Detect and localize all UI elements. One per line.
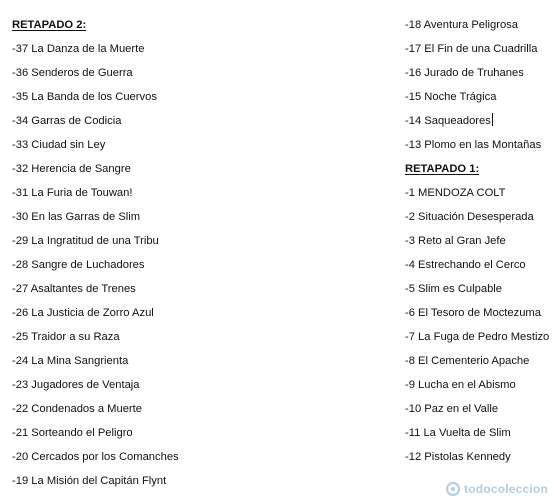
list-item: -18 Aventura Peligrosa: [405, 19, 518, 31]
list-item: -25 Traidor a su Raza: [12, 331, 120, 343]
section-heading-retapado-1: [405, 157, 550, 181]
list-item: -30 En las Garras de Slim: [12, 211, 141, 223]
list-item: -23 Jugadores de Ventaja: [12, 379, 140, 391]
right-column: [405, 13, 550, 469]
list-item: -32 Herencia de Sangre: [12, 163, 131, 175]
watermark: [446, 480, 548, 498]
list-item: -36 Senderos de Guerra: [12, 67, 133, 79]
list-item: -2 Situación Desesperada: [405, 211, 534, 223]
list-item: -4 Estrechando el Cerco: [405, 259, 526, 271]
list-item: -15 Noche Trágica: [405, 91, 497, 103]
list-item: -3 Reto al Gran Jefe: [405, 235, 506, 247]
list-item: -35 La Banda de los Cuervos: [12, 91, 157, 103]
list-item: -26 La Justicia de Zorro Azul: [12, 307, 154, 319]
left-column: [12, 13, 372, 493]
list-item: -28 Sangre de Luchadores: [12, 259, 145, 271]
list-item-with-cursor[interactable]: [405, 109, 550, 133]
list-item: -11 La Vuelta de Slim: [405, 427, 511, 439]
watermark-text: todocoleccion: [464, 482, 548, 496]
retapado-2-heading-text: RETAPADO 2:: [12, 19, 87, 31]
list-item: -10 Paz en el Valle: [405, 403, 499, 415]
list-item: -5 Slim es Culpable: [405, 283, 503, 295]
list-item: -29 La Ingratitud de una Tribu: [12, 235, 159, 247]
list-item: -7 La Fuga de Pedro Mestizo: [405, 331, 550, 343]
list-item: -22 Condenados a Muerte: [12, 403, 142, 415]
text-cursor: [492, 113, 493, 126]
watermark-logo-icon: [446, 482, 460, 496]
section-heading-retapado-2: [12, 13, 372, 37]
list-item-text: -14 Saqueadores: [405, 115, 491, 127]
list-item: -21 Sorteando el Peligro: [12, 427, 133, 439]
list-item: -19 La Misión del Capitán Flynt: [12, 475, 167, 487]
list-item: -6 El Tesoro de Moctezuma: [405, 307, 541, 319]
list-item: -16 Jurado de Truhanes: [405, 67, 524, 79]
list-item: -34 Garras de Codicia: [12, 115, 122, 127]
list-item: -33 Ciudad sin Ley: [12, 139, 106, 151]
list-item: -17 El Fin de una Cuadrilla: [405, 43, 538, 55]
list-item: -24 La Mina Sangrienta: [12, 355, 129, 367]
list-item: -37 La Danza de la Muerte: [12, 43, 145, 55]
list-item: -8 El Cementerio Apache: [405, 355, 530, 367]
list-item: -20 Cercados por los Comanches: [12, 451, 179, 463]
retapado-1-heading-text: RETAPADO 1:: [405, 163, 480, 175]
list-item: -12 Pistolas Kennedy: [405, 451, 511, 463]
list-item: -9 Lucha en el Abismo: [405, 379, 516, 391]
list-item: -27 Asaltantes de Trenes: [12, 283, 136, 295]
list-item: -13 Plomo en las Montañas: [405, 139, 542, 151]
list-item: -31 La Furia de Touwan!: [12, 187, 133, 199]
list-item: -1 MENDOZA COLT: [405, 187, 506, 199]
